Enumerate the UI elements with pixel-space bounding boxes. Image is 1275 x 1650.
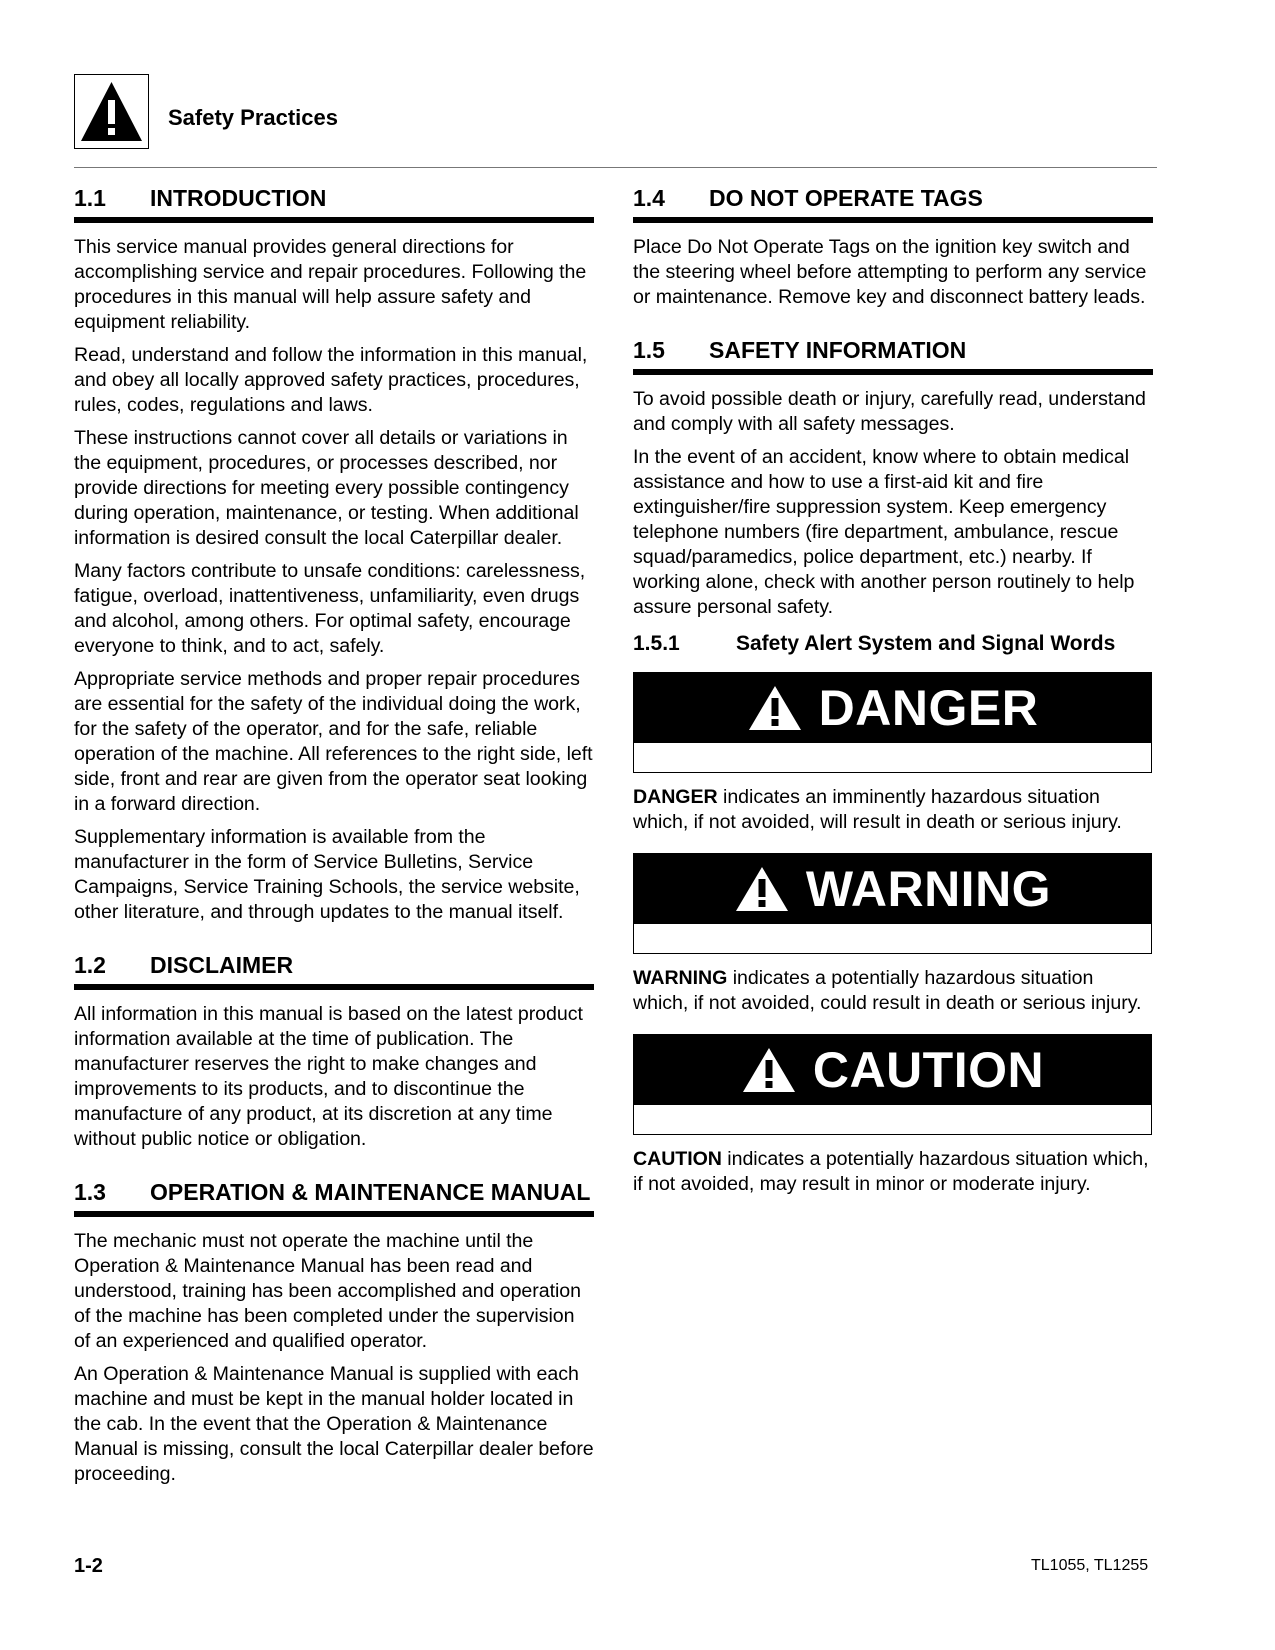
paragraph: Supplementary information is available from the manufacturer in the form of Service Bulletins, Service Campaigns, Service Training Schools, the service website, other literature, and through updates to the manual itself. <box>74 826 580 923</box>
section-title: SAFETY INFORMATION <box>709 337 967 363</box>
caution-description <box>633 1147 1153 1197</box>
right-column <box>633 180 1153 1205</box>
signal-banner <box>634 1035 1151 1105</box>
signal-blank-area <box>634 1105 1151 1134</box>
section-heading <box>633 332 1153 375</box>
paragraph: These instructions cannot cover all details or variations in the equipment, procedures, or processes described, nor provide directions for meeting every possible contingency during operation, maintenance, or testing. When additional information is desired consult the local Caterpillar dealer. <box>74 427 579 549</box>
section-heading <box>74 180 594 223</box>
paragraph: All information in this manual is based on the latest product information available at the time of publication. The manufacturer reserves the right to make changes and improvements to its products, and to discontinue the manufacture of any product, at its discretion at any time without public notice or obligation. <box>74 1003 583 1150</box>
section-number: 1.2 <box>74 952 106 978</box>
section-title: DO NOT OPERATE TAGS <box>709 185 983 211</box>
signal-blank-area <box>634 743 1151 772</box>
paragraph: Appropriate service methods and proper repair procedures are essential for the safety of the individual doing the work, for the safety of the operator, and for the safe, reliable operation of the machine. All references to the right side, left side, front and rear are given from the operator seat looking in a forward direction. <box>74 668 593 815</box>
warning-description <box>633 966 1153 1016</box>
left-column <box>74 180 594 1509</box>
section-number: 1.1 <box>74 185 106 211</box>
page-header-title: Safety Practices <box>168 105 338 130</box>
section-safety-information <box>633 332 1153 620</box>
safety-alert-icon-box <box>74 74 149 149</box>
signal-description-text: indicates a potentially hazardous situation which, if not avoided, could result in death or serious injury. <box>633 967 1142 1014</box>
header-divider <box>74 167 1157 168</box>
paragraph: An Operation & Maintenance Manual is supplied with each machine and must be kept in the manual holder located in the cab. In the event that the Operation & Maintenance Manual is missing, consult the local Caterpillar dealer before proceeding. <box>74 1363 594 1485</box>
warning-signal-panel <box>633 853 1152 954</box>
signal-word: DANGER <box>818 680 1039 736</box>
paragraph: In the event of an accident, know where to obtain medical assistance and how to use a first-aid kit and fire extinguisher/fire suppression system. Keep emergency telephone numbers (fire department, ambulance, rescue squad/paramedics, police department, etc.) nearby. If working alone, check with another person routinely to help assure personal safety. <box>633 446 1135 618</box>
section-number: 1.3 <box>74 1179 106 1205</box>
signal-banner <box>634 854 1151 924</box>
model-numbers: TL1055, TL1255 <box>1031 1557 1149 1574</box>
signal-description-text: indicates a potentially hazardous situation which, if not avoided, may result in minor or moderate injury. <box>633 1148 1149 1195</box>
paragraph: Many factors contribute to unsafe conditions: carelessness, fatigue, overload, inattentiveness, unfamiliarity, even drugs and alcohol, among others. For optimal safety, encourage everyone to think, and to act, safely. <box>74 560 586 657</box>
danger-description <box>633 785 1153 835</box>
section-title: INTRODUCTION <box>150 185 327 211</box>
section-number: 1.4 <box>633 185 665 211</box>
section-heading <box>74 1174 594 1217</box>
section-do-not-operate-tags <box>633 180 1153 310</box>
section-title: OPERATION & MAINTENANCE MANUAL <box>150 1179 591 1205</box>
signal-word-bold: WARNING <box>633 967 728 989</box>
signal-word-bold: CAUTION <box>633 1148 722 1170</box>
signal-banner <box>634 673 1151 743</box>
signal-description-text: indicates an imminently hazardous situation which, if not avoided, will result in death or serious injury. <box>633 786 1122 833</box>
signal-word: WARNING <box>805 861 1052 917</box>
caution-signal-panel <box>633 1034 1152 1135</box>
alert-triangle-icon <box>747 684 803 732</box>
subsection-heading <box>633 630 1153 658</box>
section-title: DISCLAIMER <box>150 952 294 978</box>
paragraph: Place Do Not Operate Tags on the ignition key switch and the steering wheel before attempting to perform any service or maintenance. Remove key and disconnect battery leads. <box>633 236 1147 308</box>
section-heading <box>74 947 594 990</box>
section-number: 1.5 <box>633 337 665 363</box>
page-number: 1-2 <box>74 1555 103 1577</box>
danger-signal-panel <box>633 672 1152 773</box>
alert-triangle-icon <box>741 1046 797 1094</box>
subsection-title: Safety Alert System and Signal Words <box>736 632 1116 655</box>
signal-word: CAUTION <box>812 1042 1045 1098</box>
section-operation-maintenance-manual <box>74 1174 594 1487</box>
warning-triangle-icon <box>78 78 145 145</box>
paragraph: This service manual provides general directions for accomplishing service and repair procedures. Following the procedures in this manual will help assure safety and equipment reliability. <box>74 236 587 333</box>
signal-blank-area <box>634 924 1151 953</box>
section-disclaimer <box>74 947 594 1152</box>
subsection-number: 1.5.1 <box>633 632 680 655</box>
section-heading <box>633 180 1153 223</box>
alert-triangle-icon <box>734 865 790 913</box>
paragraph: Read, understand and follow the information in this manual, and obey all locally approved safety practices, procedures, rules, codes, regulations and laws. <box>74 344 588 416</box>
paragraph: To avoid possible death or injury, carefully read, understand and comply with all safety messages. <box>633 388 1146 435</box>
section-introduction <box>74 180 594 925</box>
paragraph: The mechanic must not operate the machine until the Operation & Maintenance Manual has been read and understood, training has been accomplished and operation of the machine has been completed under the supervision of an experienced and qualified operator. <box>74 1230 581 1352</box>
signal-word-bold: DANGER <box>633 786 718 808</box>
